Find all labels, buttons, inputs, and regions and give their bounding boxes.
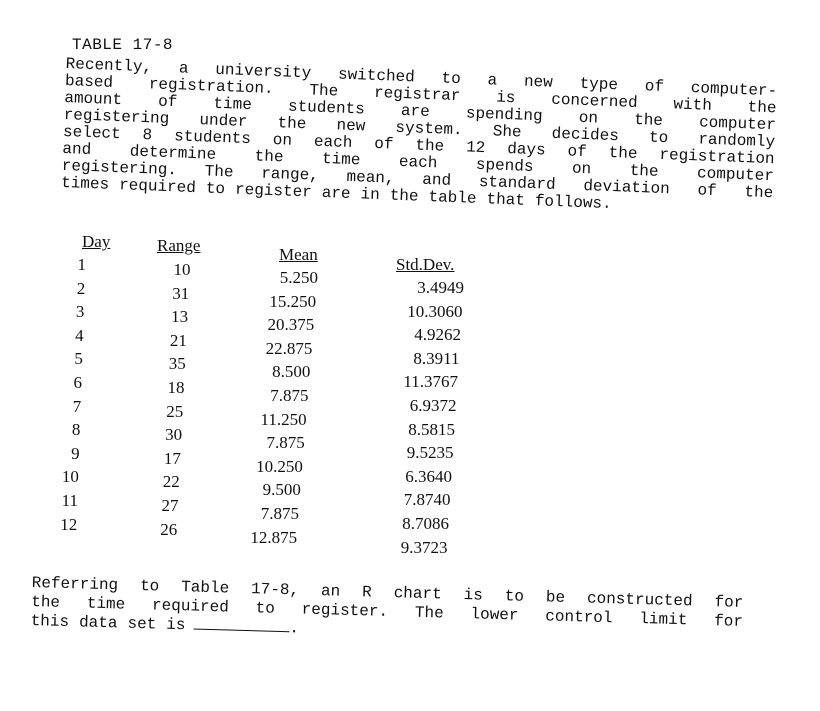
word: set — [127, 614, 157, 634]
cell-mean: 15.250 — [269, 291, 317, 311]
word: switched — [337, 65, 416, 87]
word: the — [254, 147, 284, 167]
word: in — [360, 185, 381, 205]
cell-day: 2 — [76, 278, 86, 298]
word: a — [178, 59, 189, 78]
word: for — [713, 612, 744, 631]
cell-day: 12 — [60, 514, 78, 534]
cell-mean: 12.875 — [250, 527, 298, 547]
cell-day: 7 — [72, 396, 82, 416]
word: registration — [659, 145, 775, 169]
word: university — [214, 60, 312, 83]
word: lower — [470, 605, 519, 625]
word: time — [213, 94, 253, 115]
cell-day: 10 — [61, 467, 79, 487]
word: randomly — [698, 130, 776, 152]
cell-mean: 8.500 — [272, 362, 311, 382]
word: register. — [301, 600, 389, 621]
word: on — [578, 108, 599, 128]
word: new — [336, 116, 366, 136]
word: the — [629, 161, 659, 181]
word: Referring — [31, 574, 119, 595]
cell-day: 9 — [71, 443, 80, 463]
answer-blank — [193, 617, 289, 633]
cell-std-dev: 8.3911 — [413, 348, 460, 368]
cell-range: 25 — [166, 401, 184, 421]
word: and — [421, 170, 452, 190]
word: the — [277, 114, 307, 134]
cell-mean: 10.250 — [256, 456, 303, 476]
word: of — [373, 134, 394, 154]
word: limit — [639, 609, 688, 630]
word: an — [320, 582, 341, 601]
cell-range: 31 — [172, 283, 190, 303]
word: determine — [129, 142, 217, 164]
cell-mean: 11.250 — [260, 409, 307, 429]
cell-day: 4 — [75, 325, 84, 345]
word: standard — [478, 172, 556, 194]
word: concerned — [550, 90, 638, 112]
word: chart — [393, 584, 442, 604]
cell-day: 11 — [61, 491, 78, 510]
word: registering. — [61, 156, 178, 180]
cell-mean: 5.250 — [279, 268, 318, 287]
word: is — [495, 88, 516, 108]
cell-day: 5 — [74, 349, 83, 369]
word: mean, — [346, 167, 395, 188]
cell-std-dev: 3.4949 — [417, 278, 464, 297]
cell-mean: 9.500 — [262, 480, 301, 500]
word: new — [523, 72, 554, 92]
word: and — [62, 139, 92, 160]
word: follows. — [534, 192, 612, 214]
cell-std-dev: 11.3767 — [403, 372, 458, 392]
cell-range: 18 — [167, 378, 185, 397]
word: registration. — [148, 75, 274, 98]
word: on — [571, 159, 592, 179]
word: are — [321, 183, 351, 204]
cell-range: 22 — [162, 472, 180, 492]
word: computer — [698, 113, 777, 135]
cell-std-dev: 9.3723 — [400, 537, 448, 557]
cell-range: 30 — [165, 425, 183, 445]
cell-std-dev: 9.5235 — [406, 443, 454, 463]
word: of — [644, 77, 665, 96]
word: system. — [395, 118, 463, 140]
word: required — [151, 596, 230, 617]
cell-range: 21 — [169, 330, 187, 350]
word: Table — [180, 578, 230, 598]
word: to — [441, 69, 462, 89]
cell-day: 1 — [77, 255, 86, 274]
word: control — [545, 607, 613, 628]
cell-std-dev: 6.9372 — [409, 396, 457, 415]
cell-day: 8 — [71, 420, 81, 440]
cell-std-dev: 4.9262 — [414, 325, 461, 345]
word: under — [199, 111, 248, 132]
word: to — [139, 577, 160, 596]
word: spends — [475, 155, 534, 177]
word: computer- — [690, 79, 778, 101]
word: each — [313, 132, 353, 153]
word: the — [744, 183, 774, 203]
word: to — [504, 587, 525, 606]
word: of — [157, 92, 178, 112]
cell-range: 10 — [173, 260, 191, 279]
table-title: TABLE 17-8 — [72, 36, 174, 54]
word: the — [747, 98, 777, 118]
cell-mean: 20.375 — [267, 315, 315, 335]
word: deviation — [583, 176, 671, 199]
column-header-mean: Mean — [279, 245, 318, 264]
word: with — [673, 95, 713, 115]
question-end-period: . — [289, 619, 300, 638]
cell-range: 35 — [168, 354, 186, 374]
word: required — [118, 176, 197, 198]
word: to — [205, 179, 226, 199]
word: each — [398, 152, 438, 173]
word: decides — [551, 124, 620, 146]
word: She — [492, 122, 522, 142]
cell-day: 3 — [75, 302, 85, 322]
word: R — [361, 583, 373, 602]
word: of — [567, 142, 588, 162]
word: The — [309, 81, 339, 101]
word: computer — [696, 164, 775, 186]
word: days — [506, 140, 546, 160]
word: to — [255, 599, 276, 618]
column-header-day: Day — [82, 232, 111, 251]
word: register — [234, 180, 313, 202]
cell-day: 6 — [73, 373, 82, 392]
word: 12 — [465, 138, 486, 158]
cell-std-dev: 8.5815 — [408, 419, 455, 439]
word: type — [579, 74, 619, 95]
cell-mean: 7.875 — [270, 386, 309, 405]
word: time — [86, 594, 126, 614]
word: range, — [260, 164, 320, 185]
word: based — [64, 71, 114, 92]
word: The — [414, 603, 444, 623]
word: the — [30, 592, 61, 612]
word: for — [714, 593, 744, 612]
cell-std-dev: 8.7086 — [402, 514, 449, 533]
word: a — [487, 71, 498, 90]
word: spending — [465, 104, 543, 126]
word: constructed — [586, 589, 693, 611]
word: be — [545, 588, 566, 607]
column-header-range: Range — [157, 236, 201, 255]
word: 8 — [142, 126, 153, 145]
word: is — [463, 586, 484, 605]
cell-std-dev: 10.3060 — [407, 301, 463, 321]
word: 17-8, — [250, 580, 300, 600]
word: that — [486, 190, 526, 210]
word: are — [400, 101, 431, 121]
word: this — [30, 611, 70, 632]
cell-range: 27 — [161, 496, 179, 515]
word: time — [321, 149, 361, 170]
cell-mean: 22.875 — [265, 338, 313, 358]
word: the — [415, 136, 445, 156]
cell-mean: 7.875 — [266, 433, 305, 453]
word: select — [62, 122, 121, 144]
word: of — [697, 181, 718, 201]
word: the — [608, 143, 638, 164]
word: the — [633, 110, 664, 130]
word: data — [78, 613, 118, 633]
word: table — [428, 188, 477, 208]
word: registering — [63, 105, 170, 129]
word: is — [166, 615, 186, 635]
cell-range: 26 — [160, 519, 178, 539]
word: amount — [64, 88, 123, 110]
cell-std-dev: 7.8740 — [403, 490, 451, 510]
cell-range: 13 — [171, 307, 189, 327]
word: on — [272, 131, 293, 150]
cell-std-dev: 6.3640 — [405, 466, 452, 486]
word: The — [204, 162, 234, 182]
cell-range: 17 — [163, 448, 181, 468]
word: registrar — [373, 83, 461, 106]
word: times — [60, 173, 110, 194]
word: students — [287, 97, 366, 119]
word: to — [648, 128, 669, 148]
word: the — [389, 186, 419, 206]
cell-mean: 7.875 — [260, 504, 299, 523]
word: students — [173, 127, 252, 149]
word: Recently, — [65, 55, 153, 77]
column-header-std-dev: Std.Dev. — [396, 255, 455, 274]
